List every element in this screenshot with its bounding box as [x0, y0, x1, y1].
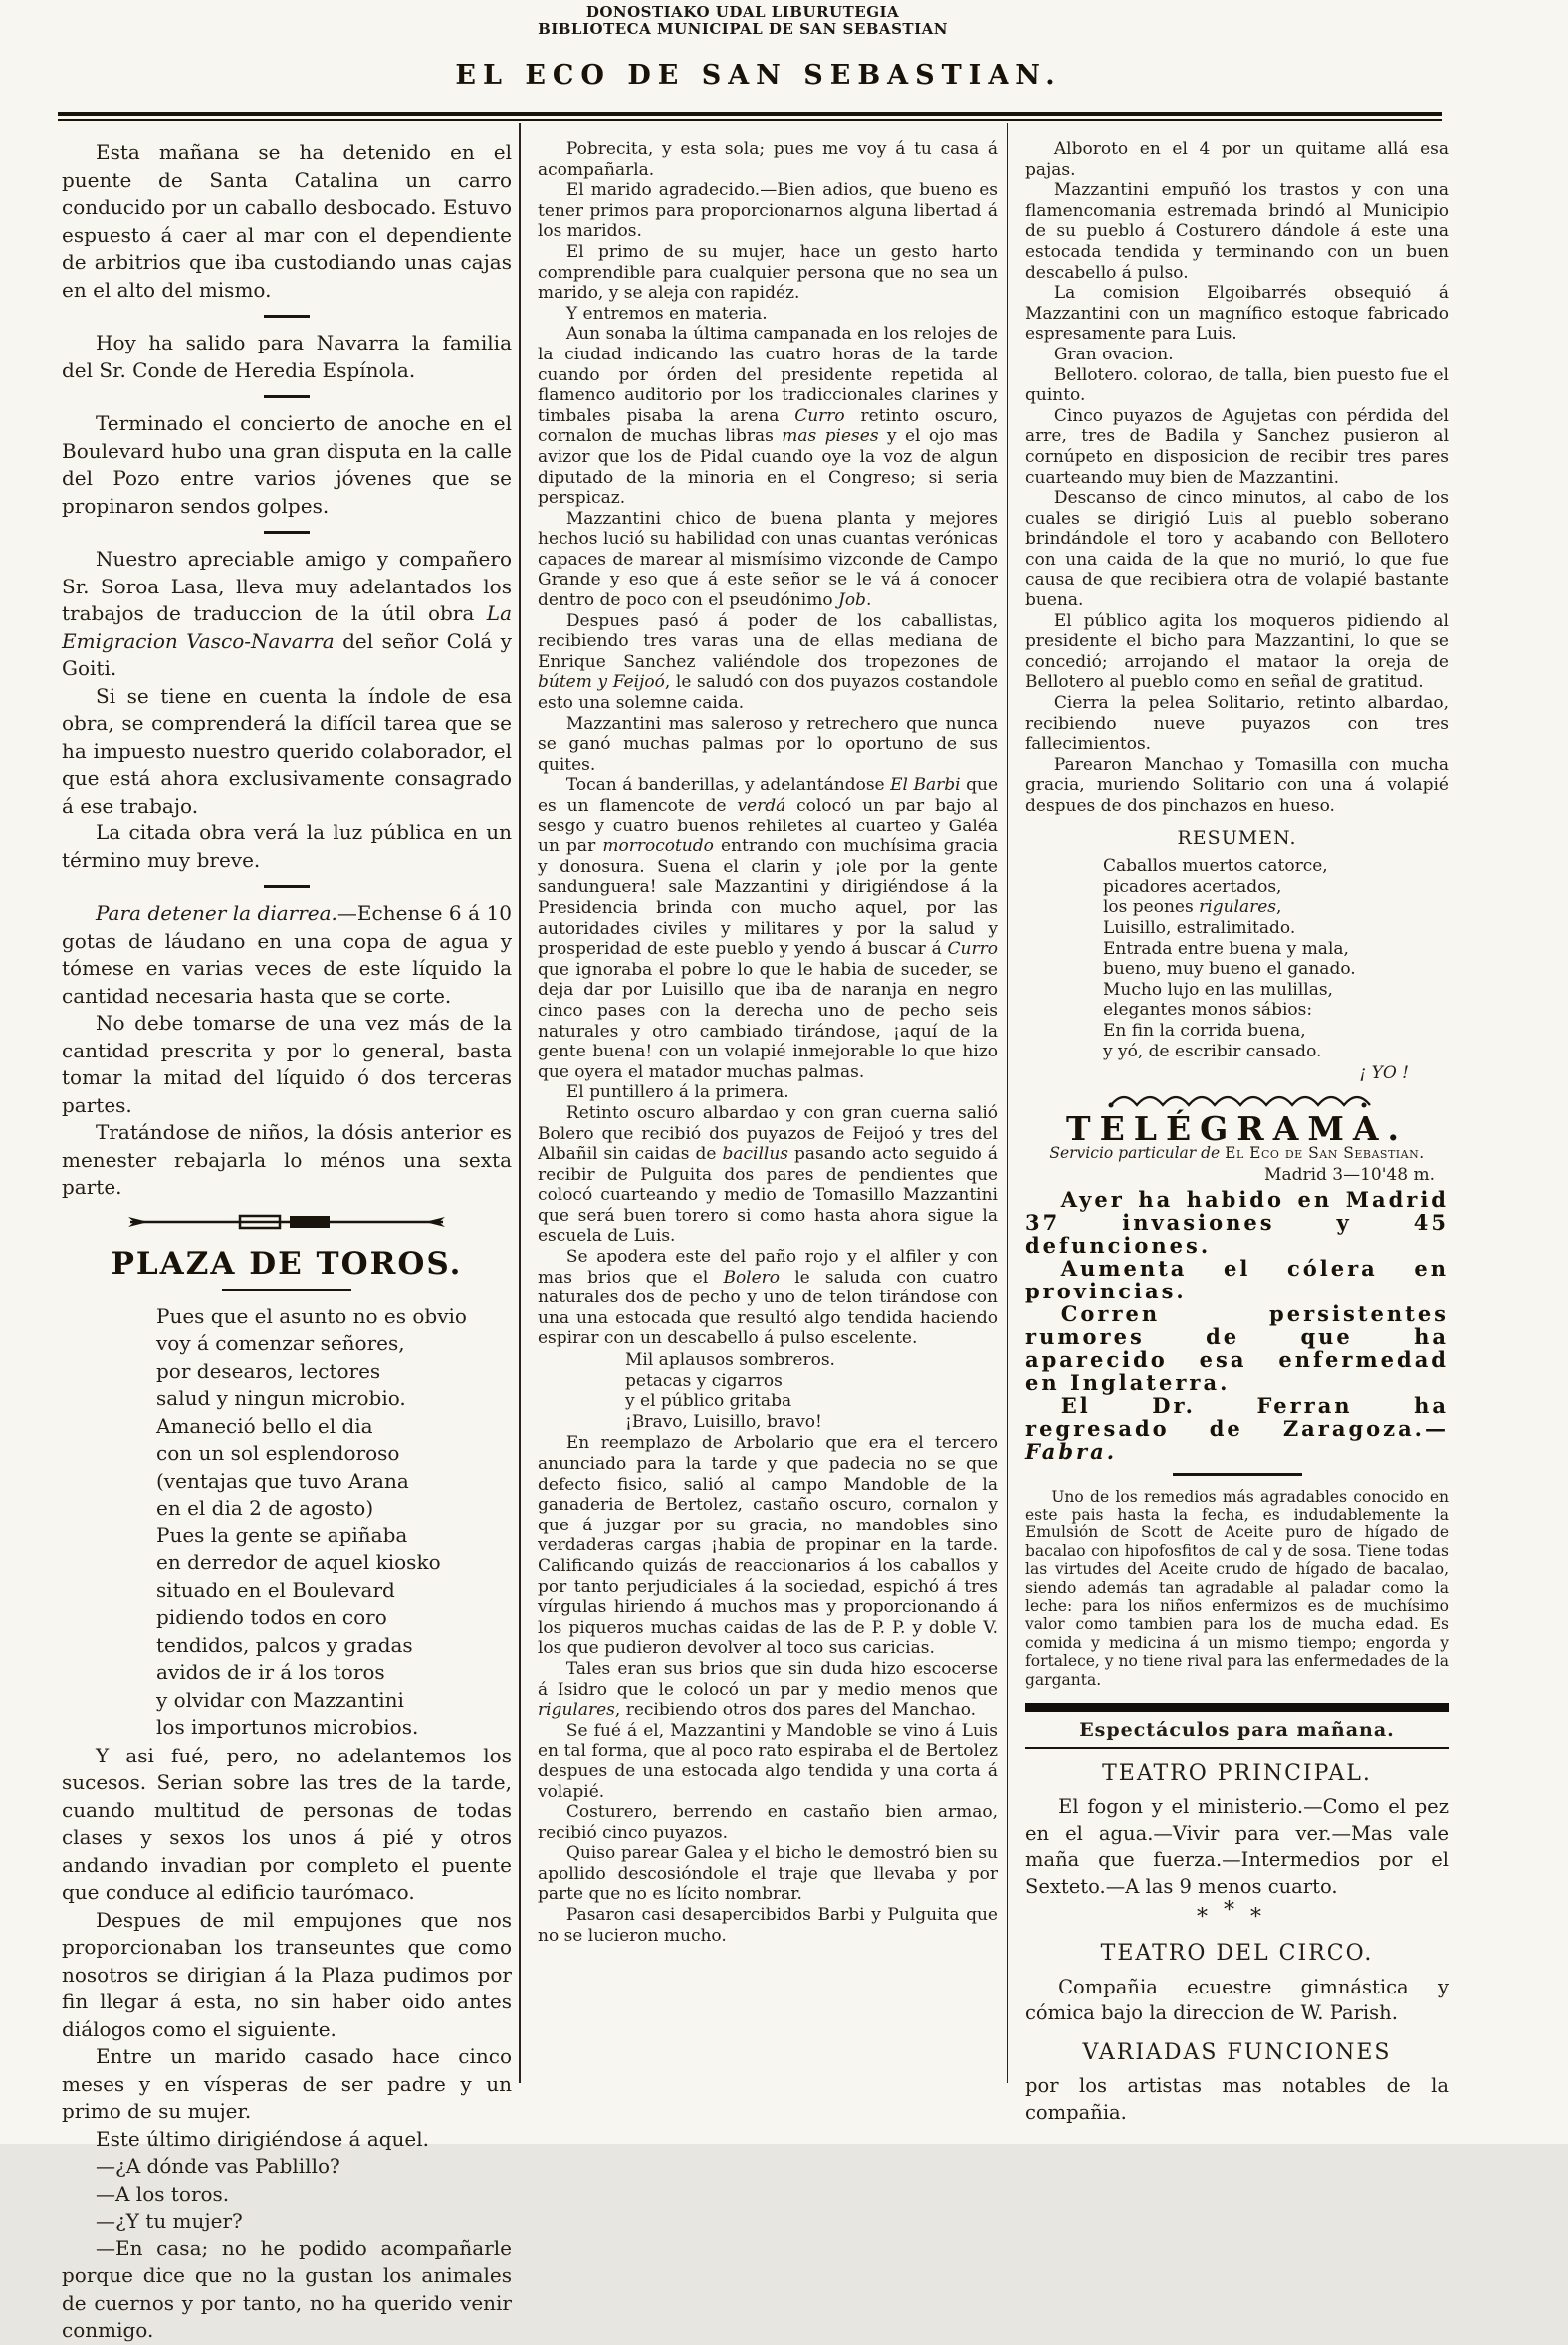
stamp-line-spanish: BIBLIOTECA MUNICIPAL DE SAN SEBASTIAN — [538, 20, 948, 38]
paragraph: Nuestro apreciable amigo y compañero Sr. Soroa Lasa, lleva muy adelantados los trabajos de traduccion de la útil obra La Emigracion Vasco-Navarra del señor Colá y Goiti. — [62, 547, 512, 680]
paragraph: Parearon Manchao y Tomasilla con mucha gracia, muriendo Solitario con una á volapié despues de dos pinchazos en hueso. — [1025, 754, 1449, 816]
asterism — [1025, 1898, 1449, 1931]
italic-text: Servicio particular de — [1049, 1143, 1226, 1162]
italic-text: mas pieses — [782, 426, 879, 447]
paragraph: Si se tiene en cuenta la índole de esa obra, se comprenderá la difícil tarea que se ha impuesto nuestro querido colaborador, el que está ahora exclusivamente consagrado á ese trabajo. — [62, 683, 512, 818]
paragraph: Cierra la pelea Solitario, retinto albardao, recibiendo nueve puyazos con tres fallecimientos. — [1025, 693, 1449, 755]
asterisk-icon: * — [1197, 1905, 1224, 1931]
verse-line: y yó, de escribir cansado. — [1103, 1041, 1322, 1061]
verse-line: en el dia 2 de agosto) — [156, 1496, 374, 1520]
italic-text: rigulares — [538, 1700, 615, 1721]
lace-ornament-icon — [1103, 1092, 1372, 1110]
paragraph: La citada obra verá la luz pública en un término muy breve. — [62, 821, 512, 872]
italic-text: verdá — [737, 796, 786, 816]
paragraph: Uno de los remedios más agradables conocido en este pais hasta la fecha, es indudablemente la Emulsión de Scott de Aceite puro de hígado de bacalao con hipofosfitos de cal y de sosa. Tiene todas las virtudes del Aceite crudo de hígado de bacalao, siendo además tan agradable al paladar como la leche: para los niños enfermizos es de muchísimo valor como tambien para los de mucha edad. Es comida y medicina á un mismo tiempo; engorda y fortalece, y no tiene rival para las enfermedades de la garganta. — [1025, 1487, 1449, 1689]
paragraph: Corren persistentes rumores de que ha aparecido esa enfermedad en Inglaterra. — [1025, 1300, 1449, 1395]
paragraph: Despues de mil empujones que nos proporcionaban los transeuntes que como nosotros se dirigian á la Plaza pudimos por fin llegar á esta, no sin haber oido antes diálogos como el siguiente. — [62, 1907, 512, 2041]
verse-line: los importunos microbios. — [156, 1715, 419, 1739]
verse-line: por desearos, lectores — [156, 1358, 381, 1383]
verse-line: Luisillo, estralimitado. — [1103, 917, 1296, 938]
paragraph: La comision Elgoibarrés obsequió á Mazzantini con un magnífico estoque fabricado espresamente para Luis. — [1025, 283, 1449, 345]
paragraph: En reemplazo de Arbolario que era el tercero anunciado para la tarde y que padecia no se que defecto fisico, salió al campo Mandoble de la ganaderia de Bertolez, castaño oscuro, cornalon y que á juzgar por su gracia, no mandobles sino verdaderas cargas ¡habia de propinar en la tarde. Calificando quizás de reaccionarios á los caballos y por tanto perjudiciales á la sociedad, espichó á tres vírgulas hiriendo á muchos mas y proporcionando á los piqueros muchas caidas de las de P. P. y doble V. los que pudieron devolver al toco sus caricias. — [538, 1433, 998, 1659]
paragraph: Este último dirigiéndose á aquel. — [96, 2126, 430, 2151]
paragraph: Compañia ecuestre gimnástica y cómica bajo la direccion de W. Parish. — [1025, 1975, 1449, 2025]
rule-divider — [222, 1289, 351, 1291]
dash-divider — [264, 885, 310, 888]
column-1 — [62, 139, 512, 2345]
paragraph: No debe tomarse de una vez más de la cantidad prescrita y por lo general, basta tomar la mitad del líquido ó dos terceras partes. — [62, 1011, 512, 1117]
italic-text: La Emigracion Vasco-Navarra — [62, 601, 512, 653]
verse-line: picadores acertados, — [1103, 876, 1282, 897]
verse-line: en derredor de aquel kiosko — [156, 1550, 441, 1574]
paragraph: Para detener la diarrea.—Echense 6 á 10 gotas de láudano en una copa de agua y tómese en varias veces de este líquido la cantidad necesaria hasta que se corte. — [62, 901, 512, 1008]
paragraph: Esta mañana se ha detenido en el puente de Santa Catalina un carro conducido por un caballo desbocado. Estuvo espuesto á caer al mar con el dependiente de arbitrios que iba custodiando unas cajas en el alto del mismo. — [62, 140, 512, 302]
paragraph: Pasaron casi desapercibidos Barbi y Pulguita que no se lucieron mucho. — [538, 1905, 998, 1946]
espectaculos-heading: Espectáculos para mañana. — [1079, 1718, 1395, 1741]
italic-text: rigulares — [1199, 897, 1277, 918]
italic-text: Job — [838, 590, 866, 611]
paragraph: Aumenta el cólera en provincias. — [1025, 1255, 1449, 1303]
verse-line: Mucho lujo en las mulillas, — [1103, 979, 1333, 1000]
paragraph: Ayer ha habido en Madrid 37 invasiones y 45 defunciones. — [1025, 1186, 1449, 1258]
paragraph: El primo de su mujer, hace un gesto harto comprendible para cualquier persona que no sea un marido, y se aleja con rapidéz. — [538, 241, 998, 304]
italic-text: bacillus — [722, 1144, 788, 1165]
divider-ornament-icon — [122, 1214, 451, 1230]
paragraph: Y asi fué, pero, no adelantemos los sucesos. Serian sobre las tres de la tarde, cuando multitud de personas de todas clases y sexos los unos á pié y otros andando invadian por completo el puente que conduce al edificio taurómaco. — [62, 1743, 512, 1904]
italic-text: Curro — [947, 939, 998, 960]
italic-text: bútem y Feijoó — [538, 672, 665, 693]
paragraph: Mazzantini mas saleroso y retrechero que nunca se ganó muchas palmas por lo oportuno de sus quites. — [538, 713, 998, 775]
verse-line: tendidos, palcos y gradas — [156, 1632, 413, 1657]
verse-line: Caballos muertos catorce, — [1103, 856, 1328, 877]
paragraph: Cinco puyazos de Agujetas con pérdida del arre, tres de Badila y Sanchez pusieron al cornúpeto en disposicion de recibir tres pares cuarteando muy bien de Mazzantini. — [1025, 405, 1449, 488]
verse-line: Amaneció bello el dia — [156, 1413, 373, 1438]
yo-signature — [1025, 1063, 1449, 1084]
paragraph: Alboroto en el 4 por un quitame allá esa pajas. — [1025, 139, 1449, 180]
rule-divider — [1025, 1747, 1449, 1749]
verse-line: ¡Bravo, Luisillo, bravo! — [625, 1411, 822, 1432]
paragraph: Hoy ha salido para Navarra la familia del Sr. Conde de Heredia Espínola. — [62, 331, 512, 382]
paragraph: El Dr. Ferran ha regresado de Zaragoza.—Fabra. — [1025, 1392, 1449, 1464]
column-divider — [1007, 123, 1008, 2083]
dash-divider — [264, 531, 310, 534]
paragraph: El público agita los moqueros pidiendo al presidente el bicho para Mazzantini, lo que se concedió; arrojando el mataor la oreja de Bellotero al pueblo como en señal de gratitud. — [1025, 610, 1449, 693]
verse-line: Pues que el asunto no es obvio — [156, 1303, 467, 1328]
rule-divider — [1173, 1473, 1302, 1476]
teatro-principal-heading: TEATRO PRINCIPAL. — [1102, 1760, 1372, 1786]
variadas-funciones-heading: VARIADAS FUNCIONES — [1082, 2039, 1392, 2065]
paragraph: Descanso de cinco minutos, al cabo de los cuales se dirigió Luis al pueblo soberano brindándole el toro y acabando con Bellotero con una caida de la que no murió, lo que fue causa de que recibiera otra de volapié bastante buena. — [1025, 488, 1449, 611]
verse — [538, 1350, 998, 1432]
asterisk-icon: * — [1250, 1905, 1277, 1931]
italic-text: Para detener la diarrea. — [96, 901, 337, 925]
telegram-dateline: Madrid 3—10'48 m. — [1264, 1164, 1435, 1185]
italic-text: Fabra. — [1025, 1438, 1118, 1464]
teatro-del-circo-heading: TEATRO DEL CIRCO. — [1100, 1941, 1374, 1967]
paragraph: Retinto oscuro albardao y con gran cuerna salió Bolero que recibió dos puyazos de Feijoó y tres del Albañil sin caidas de bacillus pasando acto seguido á recibir de Pulguita dos pares de pendientes que colocó cuarteando y medio de Tomasillo Mazzantini que será buen torero si como hasta ahora sigue la escuela de Luis. — [538, 1102, 998, 1247]
telegrama-heading: TELÉGRAMA. — [1066, 1109, 1408, 1149]
plaza-de-toros-heading: PLAZA DE TOROS. — [111, 1246, 463, 1282]
paragraph: Gran ovacion. — [1053, 344, 1174, 364]
library-stamp — [0, 4, 1485, 38]
italic-text: El Barbi — [890, 775, 961, 796]
verse-line: los peones rigulares, — [1103, 897, 1282, 918]
paragraph: El puntillero á la primera. — [565, 1082, 789, 1103]
paragraph: Terminado el concierto de anoche en el Boulevard hubo una gran disputa en la calle del Pozo entre varios jóvenes que se propinaron sendos golpes. — [62, 411, 512, 518]
italic-text: morrocotudo — [602, 836, 714, 857]
paragraph: Pobrecita, y esta sola; pues me voy á tu casa á acompañarla. — [538, 139, 998, 180]
asterisk-icon: * — [1224, 1898, 1250, 1924]
paragraph: Aun sonaba la última campanada en los relojes de la ciudad indicando las cuatro horas de la tarde cuando por órden del presidente repetida al flamenco auditorio por los tradiccionales clarines y timbales pisaba la arena Curro retinto oscuro, cornalon de muchas libras mas pieses y el ojo mas avizor que los de Pidal cuando oye la voz de algun diputado de la minoria en el Congreso; si seria perspicaz. — [538, 324, 998, 509]
italic-text: Curro — [794, 405, 845, 426]
paragraph: El marido agradecido.—Bien adios, que bueno es tener primos para proporcionarnos alguna libertad á los maridos. — [538, 180, 998, 242]
verse-line: situado en el Boulevard — [156, 1577, 395, 1602]
paragraph: —¿A dónde vas Pablillo? — [96, 2154, 340, 2178]
italic-text: Bolero — [723, 1267, 781, 1288]
paragraph: Costurero, berrendo en castaño bien armao, recibió cinco puyazos. — [538, 1802, 998, 1843]
paragraph: Tales eran sus brios que sin duda hizo escocerse á Isidro que le colocó un par y medio menos que rigulares, recibiendo otros dos pares del Manchao. — [538, 1658, 998, 1721]
verse-line: Pues la gente se apiñaba — [156, 1523, 408, 1547]
dash-divider — [264, 315, 310, 318]
verse-line: voy á comenzar señores, — [156, 1331, 405, 1355]
stamp-line-basque: DONOSTIAKO UDAL LIBURUTEGIA — [585, 3, 900, 21]
verse-line: petacas y cigarros — [625, 1370, 783, 1391]
paragraph: Tocan á banderillas, y adelantándose El Barbi que es un flamencote de verdá colocó un par bajo al sesgo y cuatro buenos rehiletes al cuarteo y Galéa un par morrocotudo entrando con muchísima gracia y donosura. Suena el clarin y ¡ole por la gente sandunguera! sale Mazzantini y dirigiéndose á la Presidencia brinda con mucho aquel, por las autoridades civiles y militares y por la salud y prosperidad de este pueblo y yendo á buscar á Curro que ignoraba el pobre lo que le habia de suceder, se deja dar por Luisillo que iba de naranja en negro cinco pases con la derecha uno de pecho seis naturales y otro cambiado tirándose, ¡aquí de la gente buena! con un volapié inmejorable lo que hizo que oyera el matador muchas palmas. — [538, 775, 999, 1082]
telegram-service-line — [1025, 1144, 1449, 1163]
verse-line: con un sol esplendoroso — [156, 1441, 400, 1465]
paragraph: —A los toros. — [96, 2181, 230, 2206]
verse-line: Entrada entre buena y mala, — [1103, 938, 1349, 959]
thick-bar-divider — [1025, 1703, 1449, 1712]
verse-line: avidos de ir á los toros — [156, 1660, 385, 1684]
column-divider — [519, 123, 521, 2083]
paragraph: El fogon y el ministerio.—Como el pez en el agua.—Vivir para ver.—Mas vale maña que fuerza.—Intermedios por el Sexteto.—A las 9 menos cuarto. — [1025, 1795, 1449, 1898]
paragraph: Se fué á el, Mazzantini y Mandoble se vino á Luis en tal forma, que al poco rato espiraba el de Bertolez despues de una estocada algo tendida y una corta á volapié. — [538, 1720, 998, 1802]
paragraph: Bellotero. colorao, de talla, bien puesto fue el quinto. — [1025, 364, 1449, 406]
paragraph: Mazzantini empuñó los trastos y con una flamencomania estremada brindó al Municipio de su pueblo á Costurero dándole á este una estocada tendida y terminando con un buen descabello á pulso. — [1025, 180, 1449, 283]
resumen-heading: RESUMEN. — [1177, 826, 1297, 849]
verse — [1025, 856, 1449, 1061]
paragraph: —¿Y tu mujer? — [96, 2209, 243, 2232]
verse-line: En fin la corrida buena, — [1103, 1020, 1306, 1041]
verse-line: y el público gritaba — [625, 1391, 792, 1412]
column-2 — [538, 139, 998, 1946]
verse-line: elegantes monos sábios: — [1103, 1000, 1313, 1021]
dash-divider — [264, 395, 310, 398]
paragraph: Quiso parear Galea y el bicho le demostró bien su apollido descosióndole el traje que llevaba y por parte que no es lícito nombrar. — [538, 1843, 998, 1905]
paragraph: Entre un marido casado hace cinco meses y en vísperas de ser padre y un primo de su mujer. — [62, 2044, 512, 2123]
verse-line: Mil aplausos sombreros. — [625, 1350, 835, 1371]
paragraph: Y entremos en materia. — [565, 303, 768, 324]
paragraph: Se apodera este del paño rojo y el alfiler y con mas brios que el Bolero le saluda con cuatro naturales dos de pecho y uno de telon tirándose con una una estocada que resultó algo tendida haciendo espirar con un descabello á pulso escelente. — [538, 1247, 998, 1349]
paragraph: por los artistas mas notables de la compañia. — [1025, 2074, 1449, 2124]
verse-line: bueno, muy bueno el ganado. — [1103, 959, 1356, 980]
paragraph: Mazzantini chico de buena planta y mejores hechos lució su habilidad con unas cuantas verónicas capaces de marear al mismísimo vizconde de Campo Grande y eso que á este señor se le vá á conocer dentro de poco con el pseudónimo Job. — [538, 508, 998, 611]
verse-line: (ventajas que tuvo Arana — [156, 1468, 409, 1493]
verse-line: pidiendo todos en coro — [156, 1605, 387, 1629]
paragraph: Despues pasó á poder de los caballistas, recibiendo tres varas una de ellas mediana de Enrique Sanchez valiéndole dos tropezones de bútem y Feijoó, le saludó con dos puyazos costandole esto una solemne caida. — [538, 610, 999, 714]
italic-text: ¡ YO ! — [1359, 1063, 1409, 1084]
arrow-ornament — [62, 1210, 512, 1238]
paragraph: —En casa; no he podido acompañarle porque dice que no la gustan los animales de cuernos y por tanto, no ha querido venir conmigo. — [62, 2235, 512, 2342]
paragraph: Tratándose de niños, la dósis anterior es menester rebajarla lo ménos una sexta parte. — [62, 1120, 512, 1199]
header-rule — [58, 112, 1442, 121]
masthead-title: EL ECO DE SAN SEBASTIAN. — [455, 60, 1062, 91]
smallcaps-text: El Eco de San Sebastian. — [1225, 1143, 1425, 1162]
verse — [62, 1303, 512, 1742]
verse-line: salud y ningun microbio. — [156, 1386, 406, 1410]
verse-line: y olvidar con Mazzantini — [156, 1687, 404, 1712]
column-3 — [1025, 139, 1449, 2126]
